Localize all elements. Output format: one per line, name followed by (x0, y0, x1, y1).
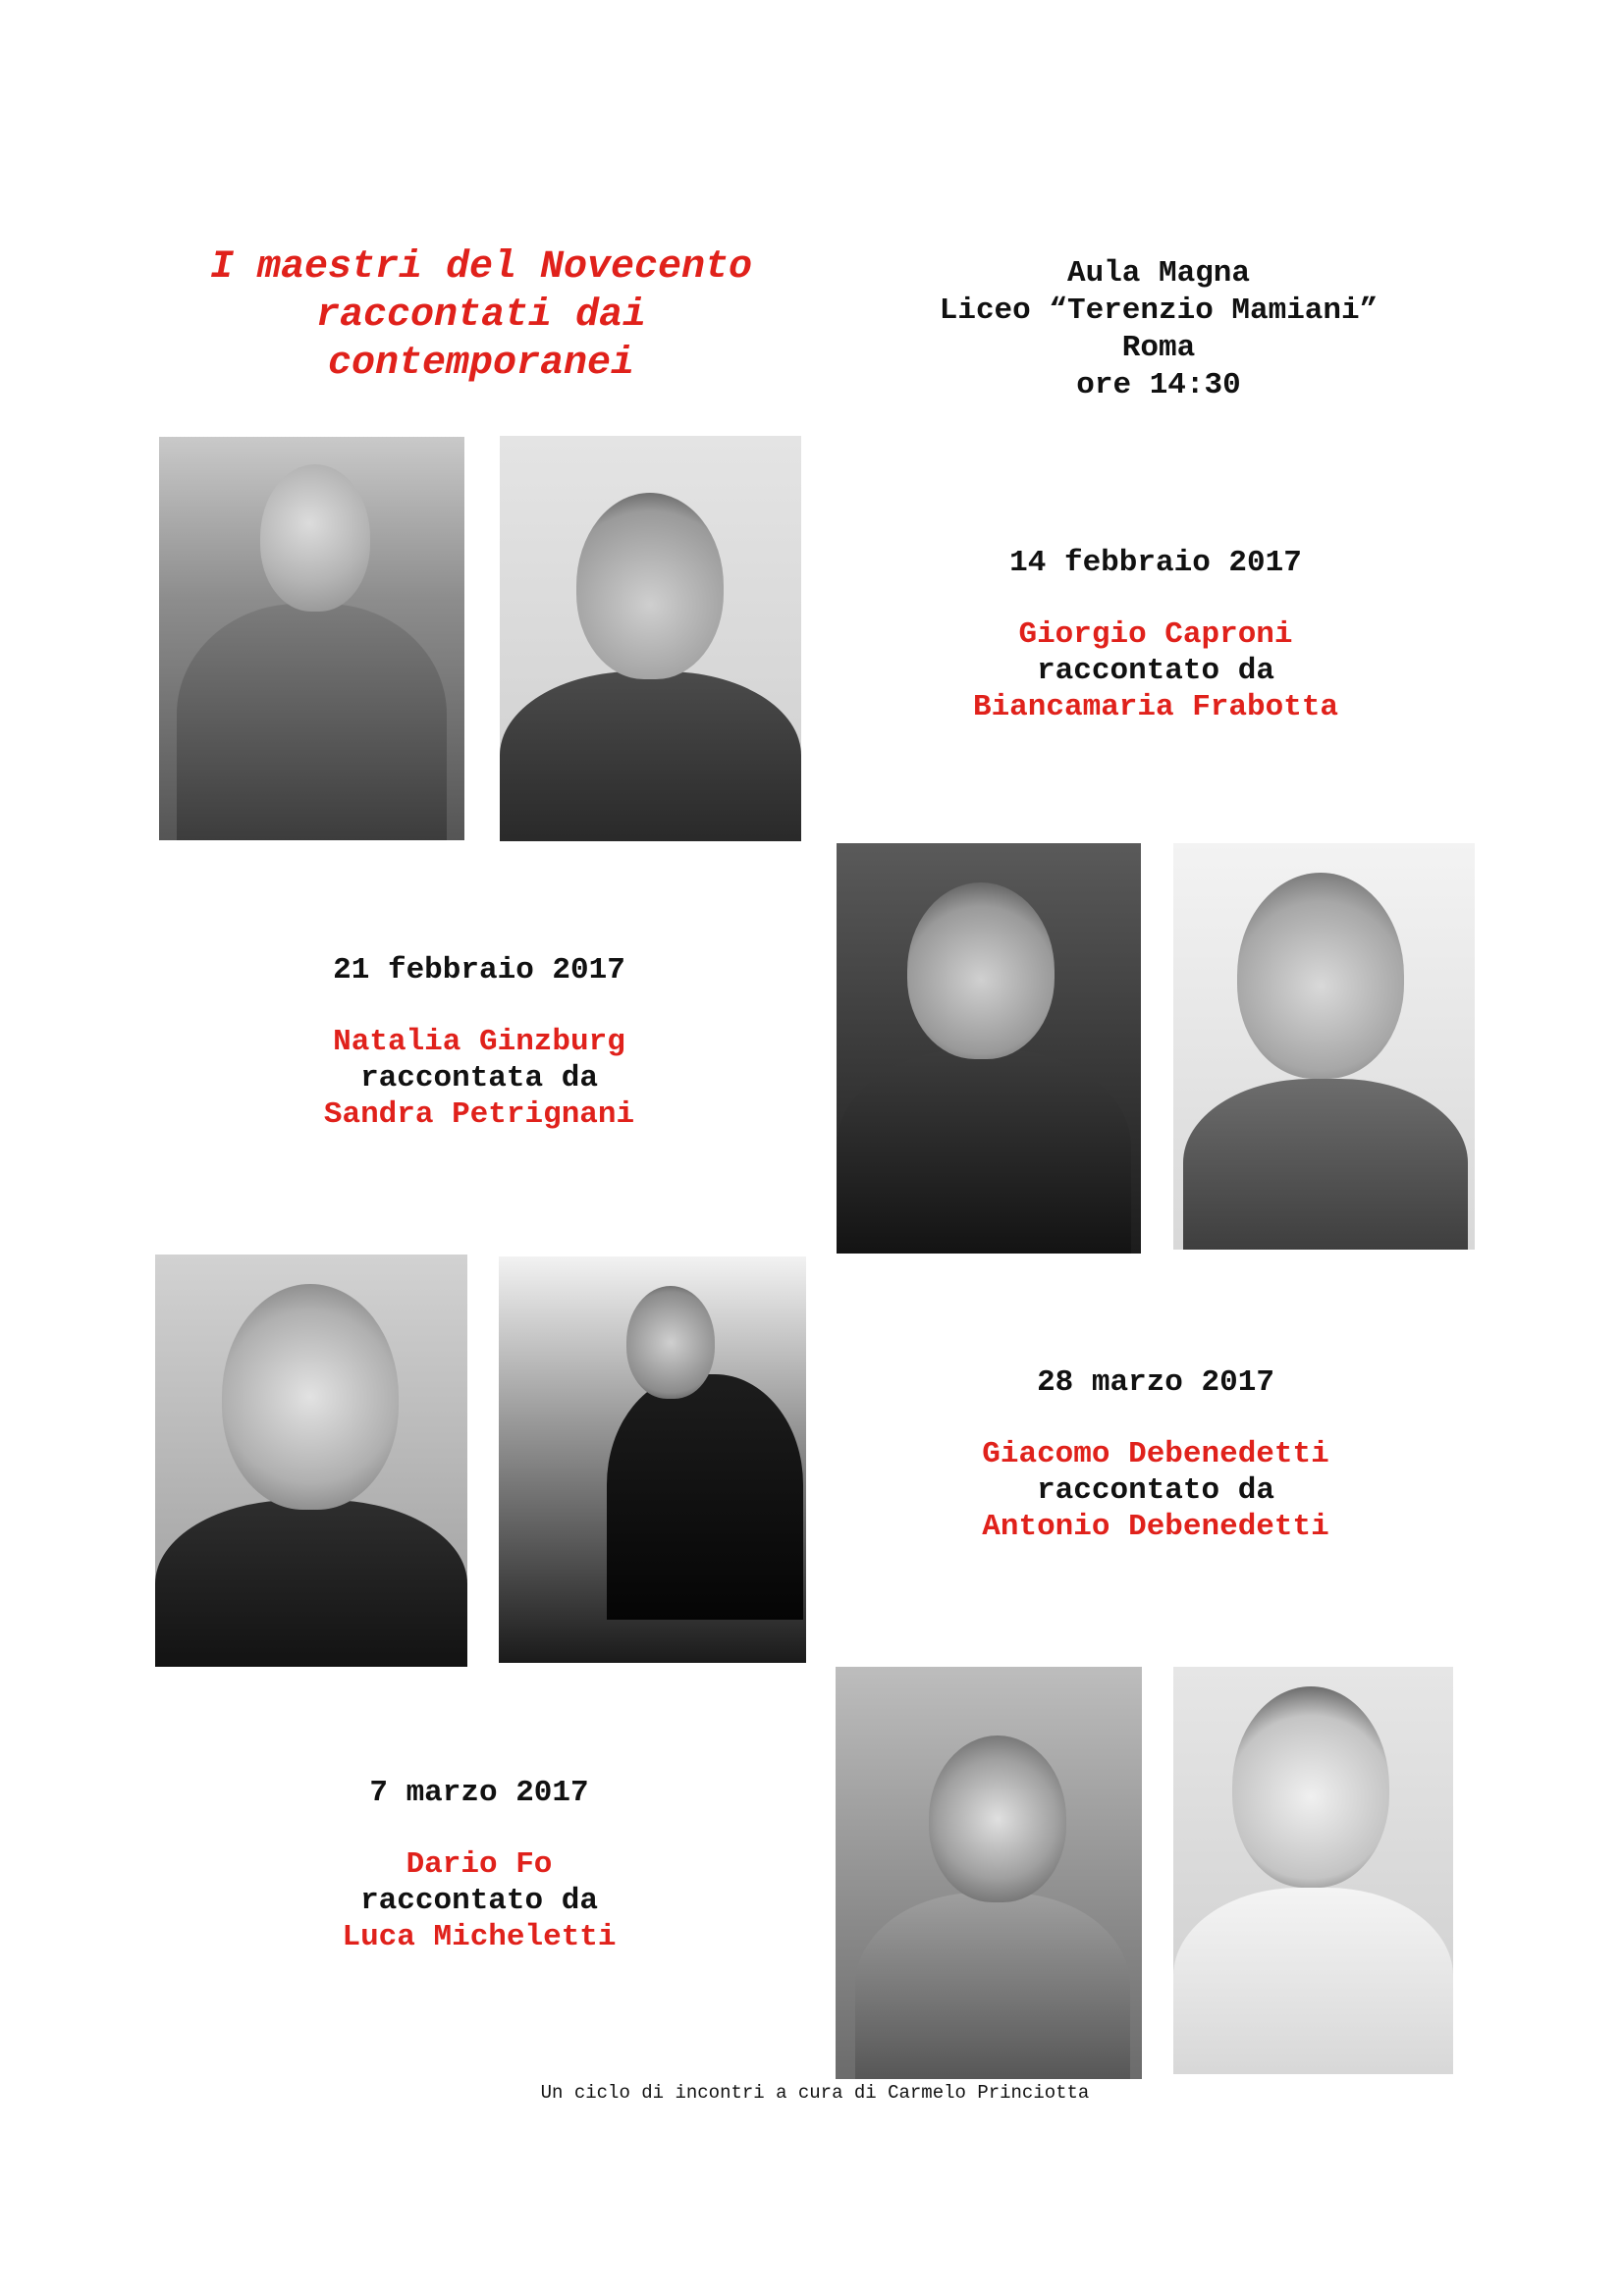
venue-time: ore 14:30 (1076, 368, 1241, 402)
photo-antonio-debenedetti (499, 1256, 806, 1663)
event-2 (165, 952, 793, 1133)
venue-info (864, 255, 1453, 404)
photo-sandra-petrignani (1173, 843, 1475, 1250)
venue-school: Liceo “Terenzio Mamiani” (939, 294, 1379, 328)
event-author: Giacomo Debenedetti (982, 1437, 1329, 1471)
photo-luca-micheletti (1173, 1667, 1453, 2074)
photo-natalia-ginzburg (837, 843, 1141, 1254)
event-date: 21 febbraio 2017 (333, 953, 625, 988)
event-narrator: Antonio Debenedetti (982, 1510, 1329, 1544)
event-narrator: Luca Micheletti (342, 1920, 617, 1954)
event-3 (841, 1364, 1470, 1545)
footer-credit: Un ciclo di incontri a cura di Carmelo Princiotta (540, 2082, 1090, 2104)
event-connector: raccontato da (1037, 1473, 1274, 1508)
event-author: Giorgio Caproni (1018, 617, 1293, 652)
event-connector: raccontato da (360, 1884, 598, 1918)
photo-dario-fo (836, 1667, 1142, 2079)
event-4 (165, 1775, 793, 1955)
photo-giacomo-debenedetti (155, 1255, 467, 1667)
event-author: Natalia Ginzburg (333, 1025, 625, 1059)
venue-city: Roma (1121, 331, 1196, 365)
event-1 (841, 545, 1470, 725)
event-date: 14 febbraio 2017 (1009, 546, 1302, 580)
event-date: 7 marzo 2017 (369, 1776, 589, 1810)
title-line-3: contemporanei (327, 342, 635, 386)
event-date: 28 marzo 2017 (1037, 1365, 1274, 1400)
event-author: Dario Fo (406, 1847, 553, 1882)
poster-title (137, 243, 825, 388)
title-line-1: I maestri del Novecento (209, 245, 753, 290)
event-narrator: Sandra Petrignani (323, 1097, 635, 1132)
photo-biancamaria-frabotta (500, 436, 801, 841)
title-line-2: raccontati dai (315, 294, 647, 338)
venue-hall: Aula Magna (1066, 256, 1251, 291)
event-connector: raccontato da (1037, 654, 1274, 688)
photo-giorgio-caproni (159, 437, 464, 840)
event-narrator: Biancamaria Frabotta (972, 690, 1339, 724)
event-connector: raccontata da (360, 1061, 598, 1095)
